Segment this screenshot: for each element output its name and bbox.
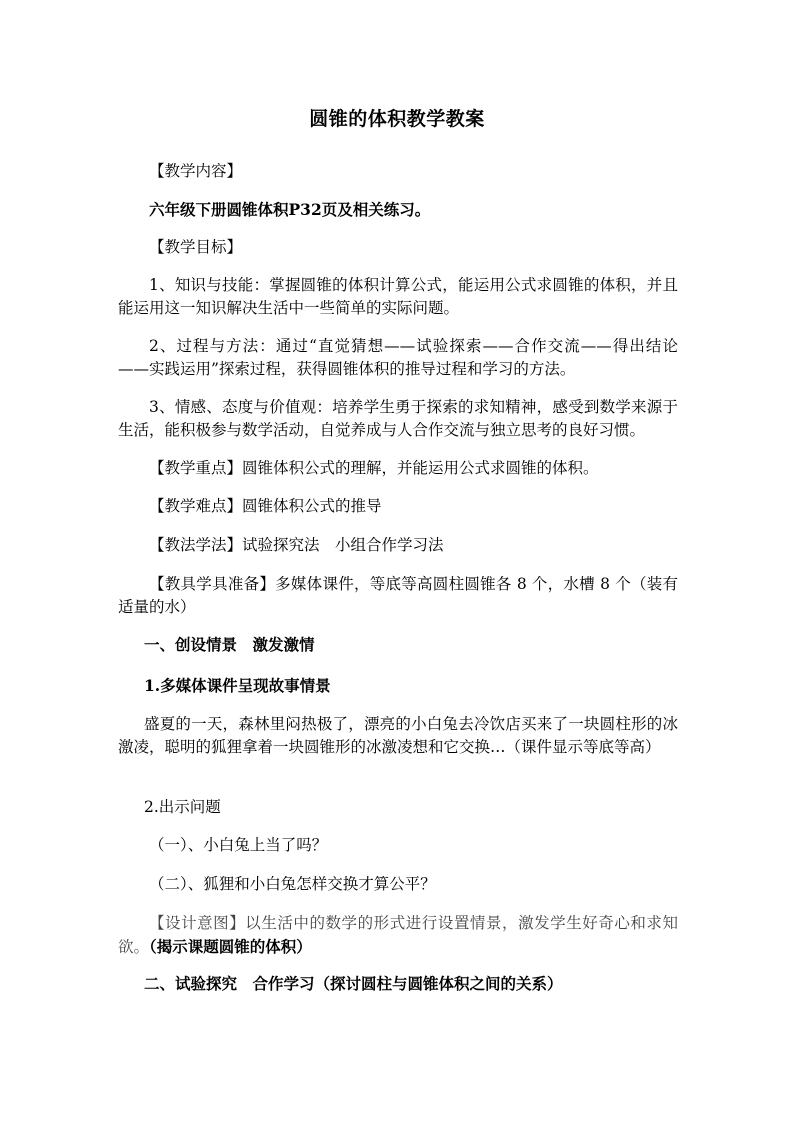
design-label: 【设计意图】 — [149, 914, 246, 932]
design-intent-paragraph — [118, 912, 678, 959]
design-text: 以生活中的数学的形式进行设置情景，激发学生好奇心和求知欲。 — [118, 914, 678, 956]
focus-paragraph — [118, 457, 678, 480]
goals-heading: 【教学目标】 — [149, 238, 243, 256]
design-bold-text: （揭示课题圆锥的体积） — [149, 937, 312, 956]
focus-text: 圆锥体积公式的理解，并能运用公式求圆锥的体积。 — [242, 459, 599, 477]
method-text: 试验探究法 小组合作学习法 — [242, 536, 444, 554]
section-1-item-2: 2.出示问题 — [144, 798, 221, 816]
tools-label: 【教具学具准备】 — [149, 575, 276, 593]
difficulty-text: 圆锥体积公式的推导 — [242, 497, 382, 515]
method-label: 【教法学法】 — [149, 536, 243, 554]
section-1-heading: 一、创设情景 激发激情 — [144, 635, 315, 654]
goal-knowledge: 1、知识与技能：掌握圆锥的体积计算公式，能运用公式求圆锥的体积，并且能运用这一知识解决生活中一些简单的实际问题。 — [118, 276, 678, 317]
question-2: （二）、狐狸和小白兔怎样交换才算公平？ — [149, 875, 436, 893]
document-title: 圆锥的体积教学教案 — [309, 108, 485, 130]
tools-paragraph — [118, 573, 678, 619]
method-paragraph — [118, 534, 678, 557]
content-heading: 【教学内容】 — [149, 162, 243, 180]
tools-text: 多媒体课件，等底等高圆柱圆锥各 8 个，水槽 8 个（装有适量的水） — [118, 575, 678, 616]
goal-emotion: 3、情感、态度与价值观：培养学生勇于探索的求知精神，感受到数学来源于生活，能积极参与数学活动，自觉养成与人合作交流与独立思考的良好习惯。 — [118, 398, 678, 439]
goal-process: 2、过程与方法：通过“直觉猜想——试验探索——合作交流——得出结论——实践运用”探索过程，获得圆锥体积的推导过程和学习的方法。 — [118, 337, 678, 378]
difficulty-paragraph — [118, 495, 678, 518]
section-2-heading: 二、试验探究 合作学习（探讨圆柱与圆锥体积之间的关系） — [144, 974, 563, 993]
difficulty-label: 【教学难点】 — [149, 497, 243, 515]
story-paragraph: 盛夏的一天，森林里闷热极了，漂亮的小白兔去冷饮店买来了一块圆柱形的冰激凌，聪明的狐狸拿着一块圆锥形的冰激凌想和它交换…（课件显示等底等高） — [118, 715, 678, 756]
focus-label: 【教学重点】 — [149, 459, 243, 477]
question-1: （一）、小白兔上当了吗？ — [149, 836, 328, 854]
section-1-item-1: 1.多媒体课件呈现故事情景 — [144, 676, 331, 695]
content-text: 六年级下册圆锥体积P32页及相关练习。 — [149, 200, 431, 219]
